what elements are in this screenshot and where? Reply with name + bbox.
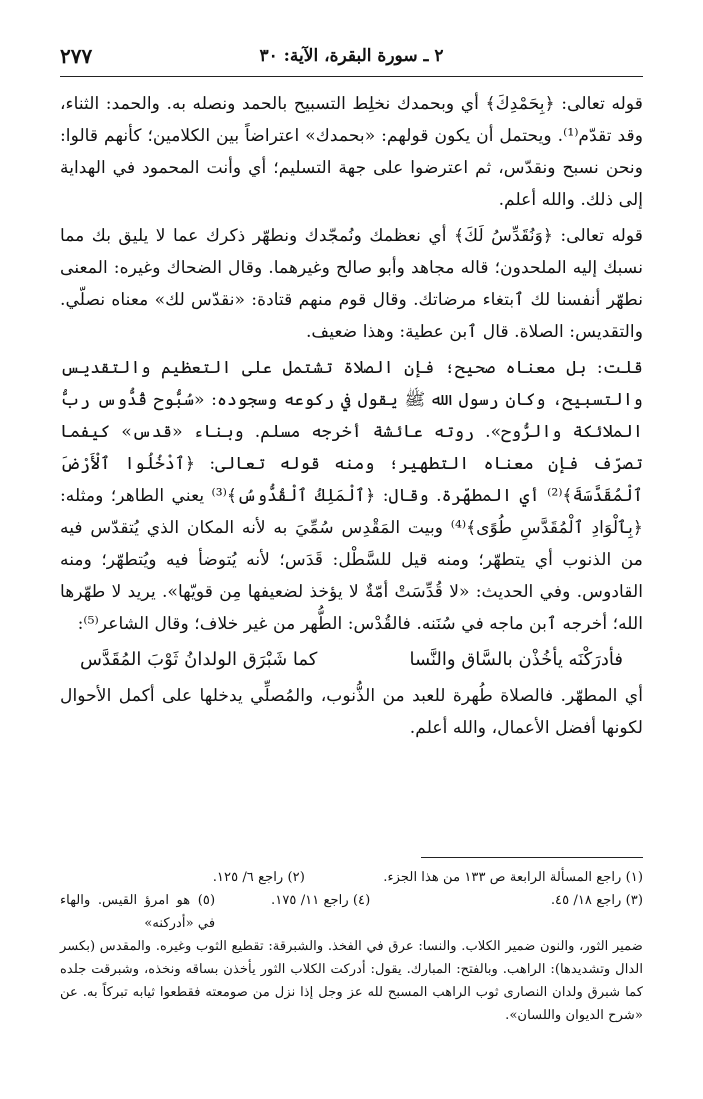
poetry-verse bbox=[60, 644, 643, 676]
footnote-2: (٢) راجع ٦/ ١٢٥. bbox=[212, 870, 305, 885]
paragraph-qultu: قلت: بل معناه صحيح؛ فإن الصلاة تشتمل على التعظيم والتقديس والتسبيح، وكان رسول الله ﷺ يقول في ركوعه وسجوده: «سُبُّوح قُدُّوس ربُّ الملائكة والرُّوح». روته عائشة أخرجه مسلم. وبناء «قدس» كيفما تصرّف فإن معناه التطهير؛ ومنه قوله تعالى: ﴿ٱدْخُلُوا ٱلْأَرْضَ ٱلْمُقَدَّسَةَ﴾⁽²⁾ أي المطهّرة. وقال: ﴿ٱلْمَلِكُ ٱلْقُدُّوسُ﴾⁽³⁾ يعني الطاهر؛ ومثله: ﴿بِٱلْوَادِ ٱلْمُقَدَّسِ طُوًى﴾⁽⁴⁾ وبيت المَقْدِس سُمِّيَ به لأنه المكان الذي يُتقدّس فيه من الذنوب أي يتطهّر؛ ومنه قيل للسَّطْل: قَدَس؛ لأنه يُتوضأ فيه ويُتطهّر؛ ومنه القادوس. وفي الحديث: «لا قُدِّسَتْ أمّةٌ لا يؤخذ لضعيفها مِن قويّها». يريد لا طهّرها الله؛ أخرجه ٱبن ماجه في سُنَنه. فالقُدْس: الطُّهر من غير خلاف؛ وقال الشاعر⁽⁵⁾: bbox=[60, 358, 643, 634]
footnote-5: (٥) هو امرؤ القيس. والهاء في «أدركنه» bbox=[59, 893, 216, 931]
paragraph-nuqaddisu: قوله تعالى: ﴿وَنُقَدِّسُ لَكَ﴾ أي نعظمك ونُمجّدك ونطهّر ذكرك عما لا يليق بك مما نسبك إليه الملحدون؛ قاله مجاهد وأبو صالح وغيرهما. وقال الضحاك وغيره: المعنى نطهّر أنفسنا لك ٱبتغاء مرضاتك. وقال قوم منهم قتادة: «نقدّس لك» معناه نصلّي. والتقديس: الصلاة. قال ٱبن عطية: وهذا ضعيف. bbox=[60, 226, 643, 342]
footnote-row-1 bbox=[60, 866, 643, 889]
footnote-row-2 bbox=[60, 889, 643, 935]
footnote-1: (١) راجع المسألة الرابعة ص ١٣٣ من هذا الجزء. bbox=[383, 870, 643, 885]
paragraph-closing: أي المطهّر. فالصلاة طُهرة للعبد من الذُّنوب، والمُصلِّي يدخلها على أكمل الأحوال لكونها أفضل الأعمال، والله أعلم. bbox=[60, 686, 643, 738]
verse-first-hemistich: فأدرَكْنَه يأخُذْن بالسَّاق والنَّسا bbox=[409, 649, 623, 670]
footnote-4: (٤) راجع ١١/ ١٧٥. bbox=[271, 893, 371, 908]
running-title: ٢ ـ سورة البقرة، الآية: ٣٠ bbox=[259, 46, 444, 66]
paragraph-bihamdika: قوله تعالى: ﴿بِحَمْدِكَ﴾ أي وبحمدك نخلِط التسبيح بالحمد ونصله به. والحمد: الثناء، وقد تقدّم⁽¹⁾. ويحتمل أن يكون قولهم: «بحمدك» اعتراضاً بين الكلامين؛ كأنهم قالوا: ونحن نسبح ونقدّس، ثم اعترضوا على جهة التسليم؛ أي وأنت المحمود في الهداية إلى ذلك. والله أعلم. bbox=[60, 94, 643, 210]
footnote-divider bbox=[421, 857, 643, 858]
footnotes bbox=[60, 866, 643, 1027]
verse-second-hemistich: كما شَبْرَق الولدانُ ثَوْبَ المُقَدَّس bbox=[80, 649, 318, 670]
page-number: ٢٧٧ bbox=[60, 44, 93, 68]
main-text bbox=[60, 88, 643, 748]
footnote-5-continuation: ضمير الثور، والنون ضمير الكلاب. والنسا: عرق في الفخذ. والشبرقة: تقطيع الثوب وغيره. والمقدس (بكسر الدال وتشديدها): الراهب. وبالفتح: المبارك. يقول: أدركت الكلاب الثور يأخذن بساقه ونخذه، وشبرقت جلده كما شبرق ولدان النصارى ثوب الراهب المسبح لله عز وجل إذا نزل من صومعته فقطعوا ثيابه تبركاً به. عن «شرح الديوان واللسان». bbox=[60, 939, 643, 1023]
page-header bbox=[60, 40, 643, 77]
footnote-3: (٣) راجع ١٨/ ٤٥. bbox=[550, 893, 643, 908]
